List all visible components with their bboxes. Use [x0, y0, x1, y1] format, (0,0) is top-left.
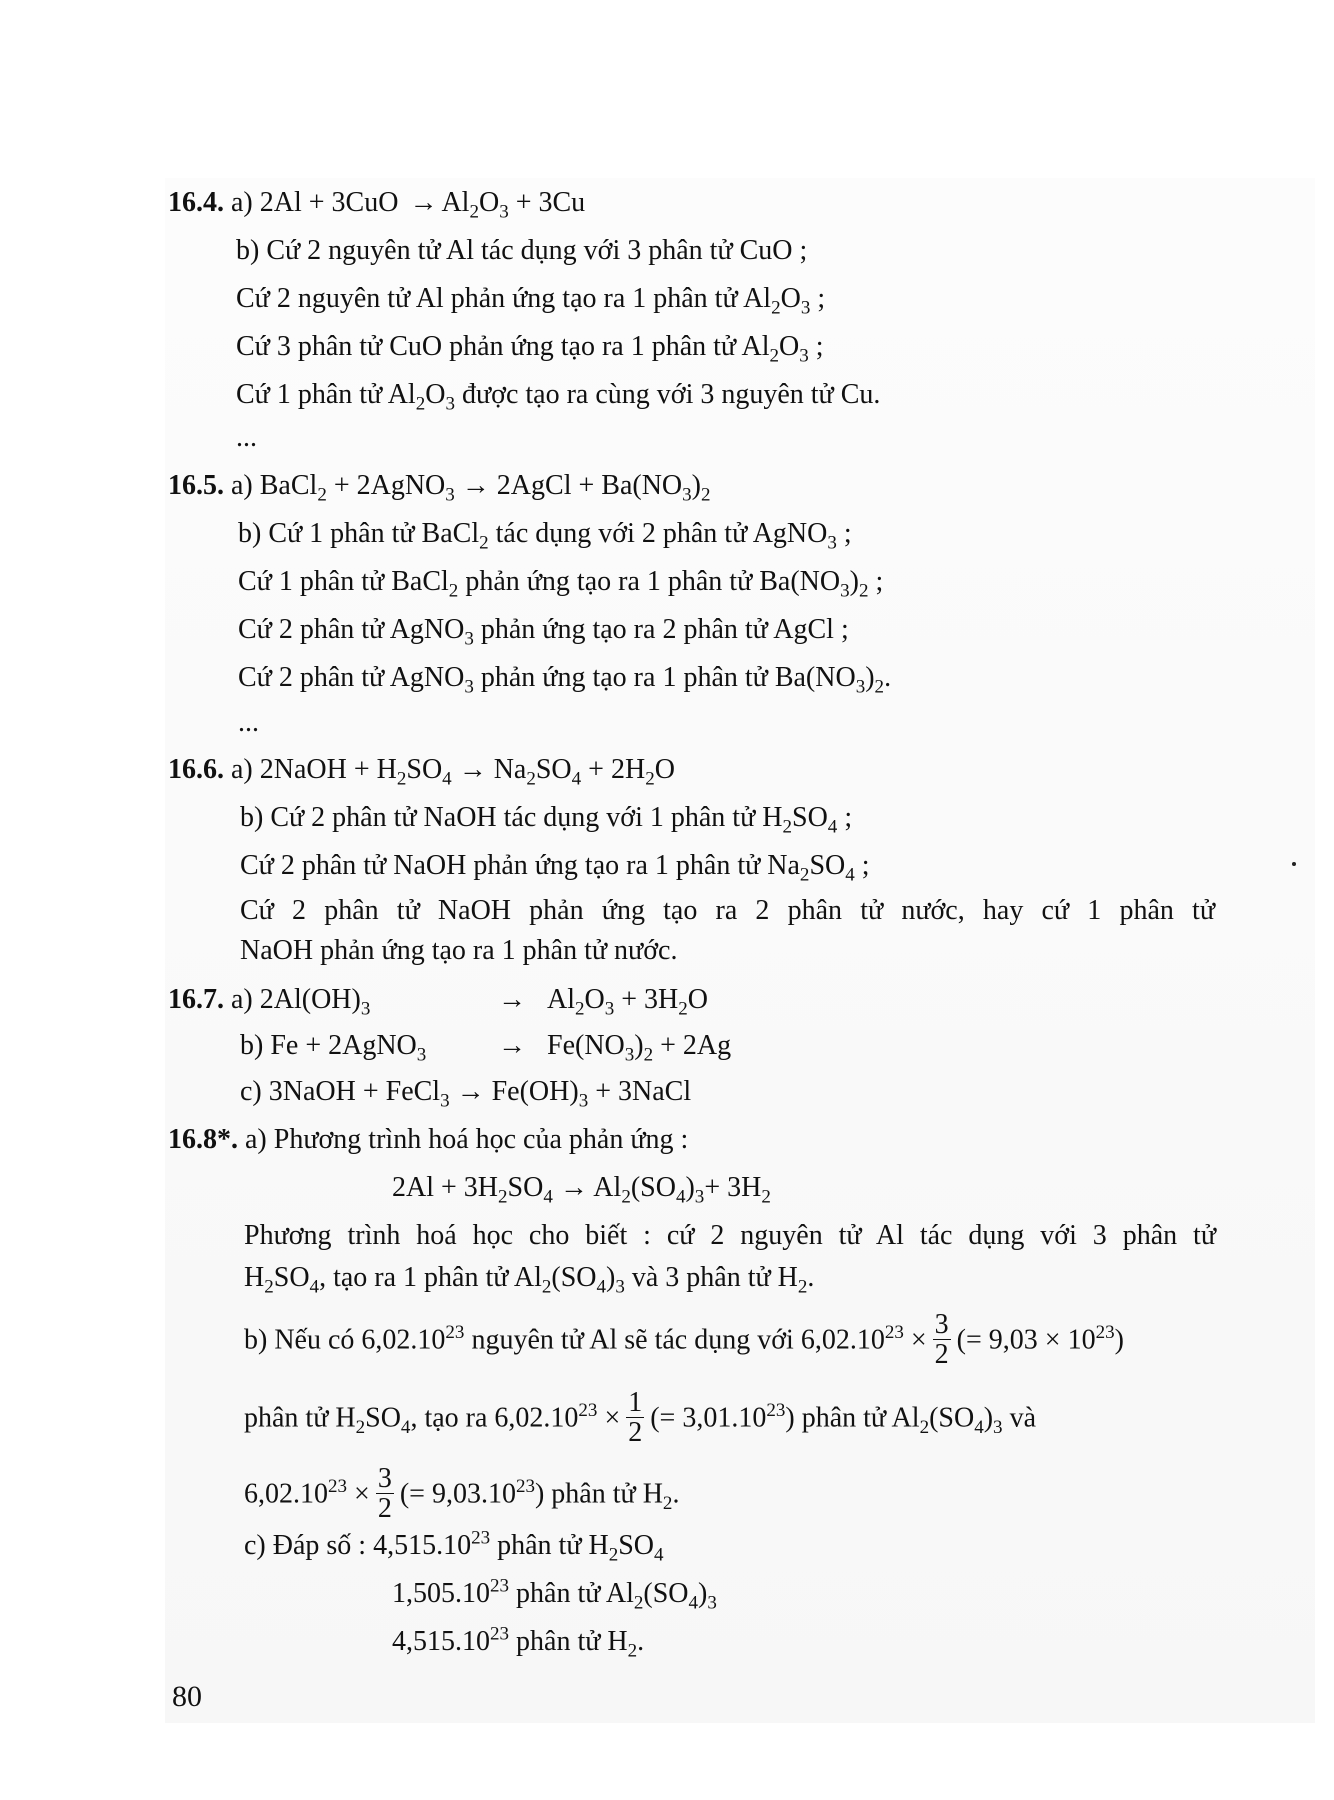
fraction: $\frac{3}{2}$ — [377, 1463, 392, 1525]
scan-artifact-dot — [1292, 862, 1296, 866]
problem-16-7-b-rhs: → $Fe(NO_3)_2 + 2Ag$ — [498, 1030, 732, 1066]
fraction: $\frac{3}{2}$ — [934, 1309, 949, 1371]
problem-16-5-b2: Cứ 1 phân tử BaCl$_2$ phản ứng tạo ra 1 phân tử $Ba(NO_3)_2$ ; — [238, 566, 884, 602]
problem-16-6-b4: NaOH phản ứng tạo ra 1 phân tử nước. — [240, 935, 678, 966]
problem-16-8-b3: $6,02.10^{23}$ × $\frac{3}{2}$ (= $9,03.10^{23}$) phân tử $H_2$. — [244, 1463, 680, 1525]
problem-16-5-b1: b) Cứ 1 phân tử BaCl$_2$ tác dụng với 2 phân tử AgNO$_3$ ; — [238, 518, 852, 554]
problem-16-4-b4: Cứ 1 phân tử $Al_2O_3$ được tạo ra cùng với 3 nguyên tử Cu. — [236, 379, 881, 415]
problem-16-8-b1: b) Nếu có 6,02.10$^{23}$ nguyên tử Al sẽ tác dụng với $6,02.10^{23}$ × $\frac{3}{2}$ (= $9,03 \times 10^{23}$) — [244, 1309, 1124, 1371]
problem-16-4-b2: Cứ 2 nguyên tử Al phản ứng tạo ra 1 phân tử $Al_2O_3$ ; — [236, 283, 826, 319]
problem-16-8-c2: 1,505.10$^{23}$ phân tử $Al_2(SO_4)_3$ — [392, 1575, 717, 1614]
problem-number: 16.4. — [168, 187, 224, 218]
problem-16-6-b3: Cứ 2 phân tử NaOH phản ứng tạo ra 2 phân tử nước, hay cứ 1 phân tử — [240, 895, 1215, 926]
problem-number: 16.5. — [168, 470, 224, 501]
problem-16-7-b: b) Fe + 2AgNO$_3$ — [240, 1030, 427, 1066]
problem-16-4-b3: Cứ 3 phân tử CuO phản ứng tạo ra 1 phân tử $Al_2O_3$ ; — [236, 331, 824, 367]
reaction-arrow: → — [409, 187, 438, 218]
problem-16-4-b1: b) Cứ 2 nguyên tử Al tác dụng với 3 phân tử CuO ; — [236, 235, 808, 266]
problem-number: 16.6. — [168, 754, 224, 785]
problem-16-6-b2: Cứ 2 phân tử NaOH phản ứng tạo ra 1 phân tử $Na_2SO_4$ ; — [240, 850, 870, 886]
problem-16-5-b4: Cứ 2 phân tử AgNO$_3$ phản ứng tạo ra 1 phân tử $Ba(NO_3)_2$. — [238, 662, 892, 698]
problem-16-8-c3: 4,515.10$^{23}$ phân tử $H_2$. — [392, 1623, 645, 1662]
ellipsis: ... — [236, 422, 257, 453]
problem-16-5-b3: Cứ 2 phân tử AgNO$_3$ phản ứng tạo ra 2 phân tử AgCl ; — [238, 614, 849, 650]
problem-16-6-b1: b) Cứ 2 phân tử NaOH tác dụng với 1 phân tử $H_2SO_4$ ; — [240, 802, 853, 838]
problem-16-8-explanation-1: Phương trình hoá học cho biết : cứ 2 nguyên tử Al tác dụng với 3 phân tử — [244, 1220, 1216, 1251]
problem-16-8-b2: phân tử $H_2SO_4$, tạo ra $6,02.10^{23}$ × $\frac{1}{2}$ (= $3,01.10^{23}$) phân tử $Al_2(SO_4)_3$ và — [244, 1387, 1036, 1449]
page-number: 80 — [172, 1680, 202, 1713]
problem-number: 16.7. — [168, 984, 224, 1015]
problem-16-8-equation: $2Al + 3H_2SO_4 \to Al_2(SO_4)_3+ 3H_2$ — [392, 1172, 771, 1208]
problem-16-7-a: 16.7. a) $2Al(OH)_3$ — [168, 984, 371, 1020]
problem-16-7-a-rhs: → $Al_2O_3 + 3H_2O$ — [498, 984, 709, 1020]
problem-number: 16.8*. — [168, 1124, 238, 1155]
fraction: $\frac{1}{2}$ — [628, 1387, 643, 1449]
problem-16-7-c: c) 3NaOH + FeCl$_3$ → $Fe(OH)_3$ + 3NaCl — [240, 1076, 692, 1112]
problem-16-8-c1: c) Đáp số : 4,515.10$^{23}$ phân tử $H_2SO_4$ — [244, 1527, 664, 1566]
problem-16-8-explanation-2: $H_2SO_4$, tạo ra 1 phân tử $Al_2(SO_4)_3$ và 3 phân tử $H_2$. — [244, 1262, 815, 1298]
problem-16-8-a: 16.8*. a) Phương trình hoá học của phản ứng : — [168, 1124, 689, 1155]
problem-16-5-a: 16.5. a) BaCl$_2$ + 2AgNO$_3$ → 2AgCl + $Ba(NO_3)_2$ — [168, 470, 711, 506]
problem-16-6-a: 16.6. a) 2NaOH + $H_2SO_4 \to Na_2SO_4 + 2H_2O$ — [168, 754, 675, 790]
problem-16-4-a: 16.4. a) $2Al + 3CuO \to Al_2O_3 + 3Cu$ — [168, 187, 586, 223]
ellipsis: ... — [238, 707, 259, 738]
